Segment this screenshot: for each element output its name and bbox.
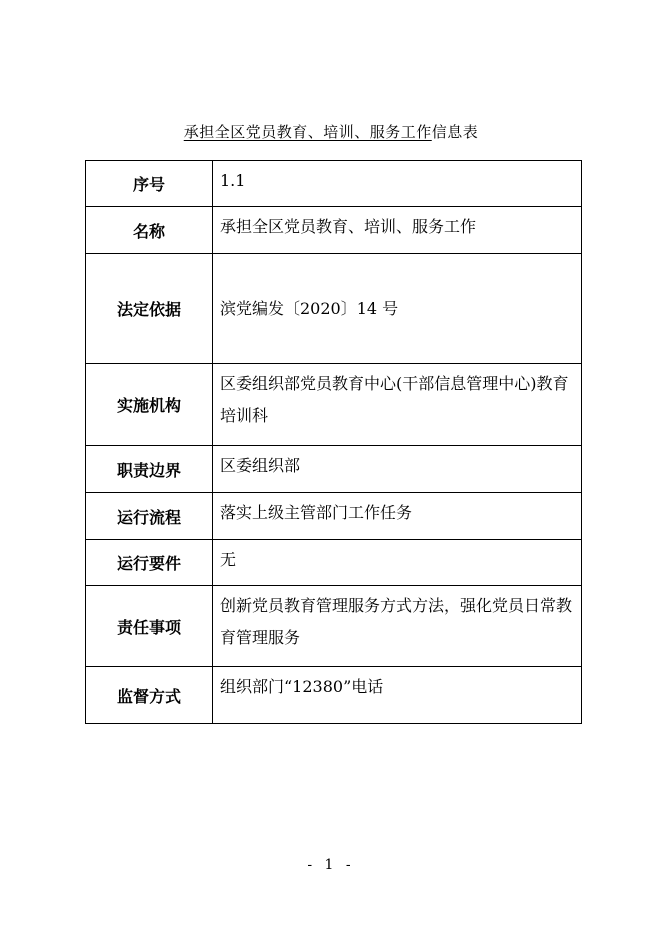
row-label: 监督方式 <box>86 667 213 724</box>
row-label: 运行流程 <box>86 493 213 540</box>
table-row <box>86 364 582 446</box>
info-table <box>85 160 582 724</box>
row-value: 区委组织部 <box>213 446 582 493</box>
row-value: 1.1 <box>213 161 582 207</box>
title-rest: 信息表 <box>431 123 479 141</box>
page-number: - 1 - <box>307 857 355 873</box>
table-row <box>86 493 582 540</box>
row-label: 名称 <box>86 207 213 254</box>
table-row <box>86 161 582 207</box>
title-underlined: 承担全区党员教育、培训、服务工作 <box>183 123 432 141</box>
row-label: 职责边界 <box>86 446 213 493</box>
table-row <box>86 446 582 493</box>
table-row <box>86 254 582 364</box>
table-row <box>86 207 582 254</box>
row-label: 法定依据 <box>86 254 213 364</box>
row-value: 无 <box>213 540 582 586</box>
row-value: 组织部门“12380”电话 <box>213 667 582 724</box>
table-row <box>86 667 582 724</box>
row-label: 实施机构 <box>86 364 213 446</box>
row-value: 落实上级主管部门工作任务 <box>213 493 582 540</box>
row-value: 承担全区党员教育、培训、服务工作 <box>213 207 582 254</box>
row-label: 运行要件 <box>86 540 213 586</box>
table-row <box>86 540 582 586</box>
table-row <box>86 586 582 667</box>
row-label: 责任事项 <box>86 586 213 667</box>
row-value: 创新党员教育管理服务方式方法，强化党员日常教育管理服务 <box>213 586 582 667</box>
document-title <box>0 121 662 142</box>
row-value: 区委组织部党员教育中心(干部信息管理中心)教育培训科 <box>213 364 582 446</box>
row-value: 滨党编发〔2020〕14 号 <box>213 254 582 364</box>
row-label: 序号 <box>86 161 213 207</box>
